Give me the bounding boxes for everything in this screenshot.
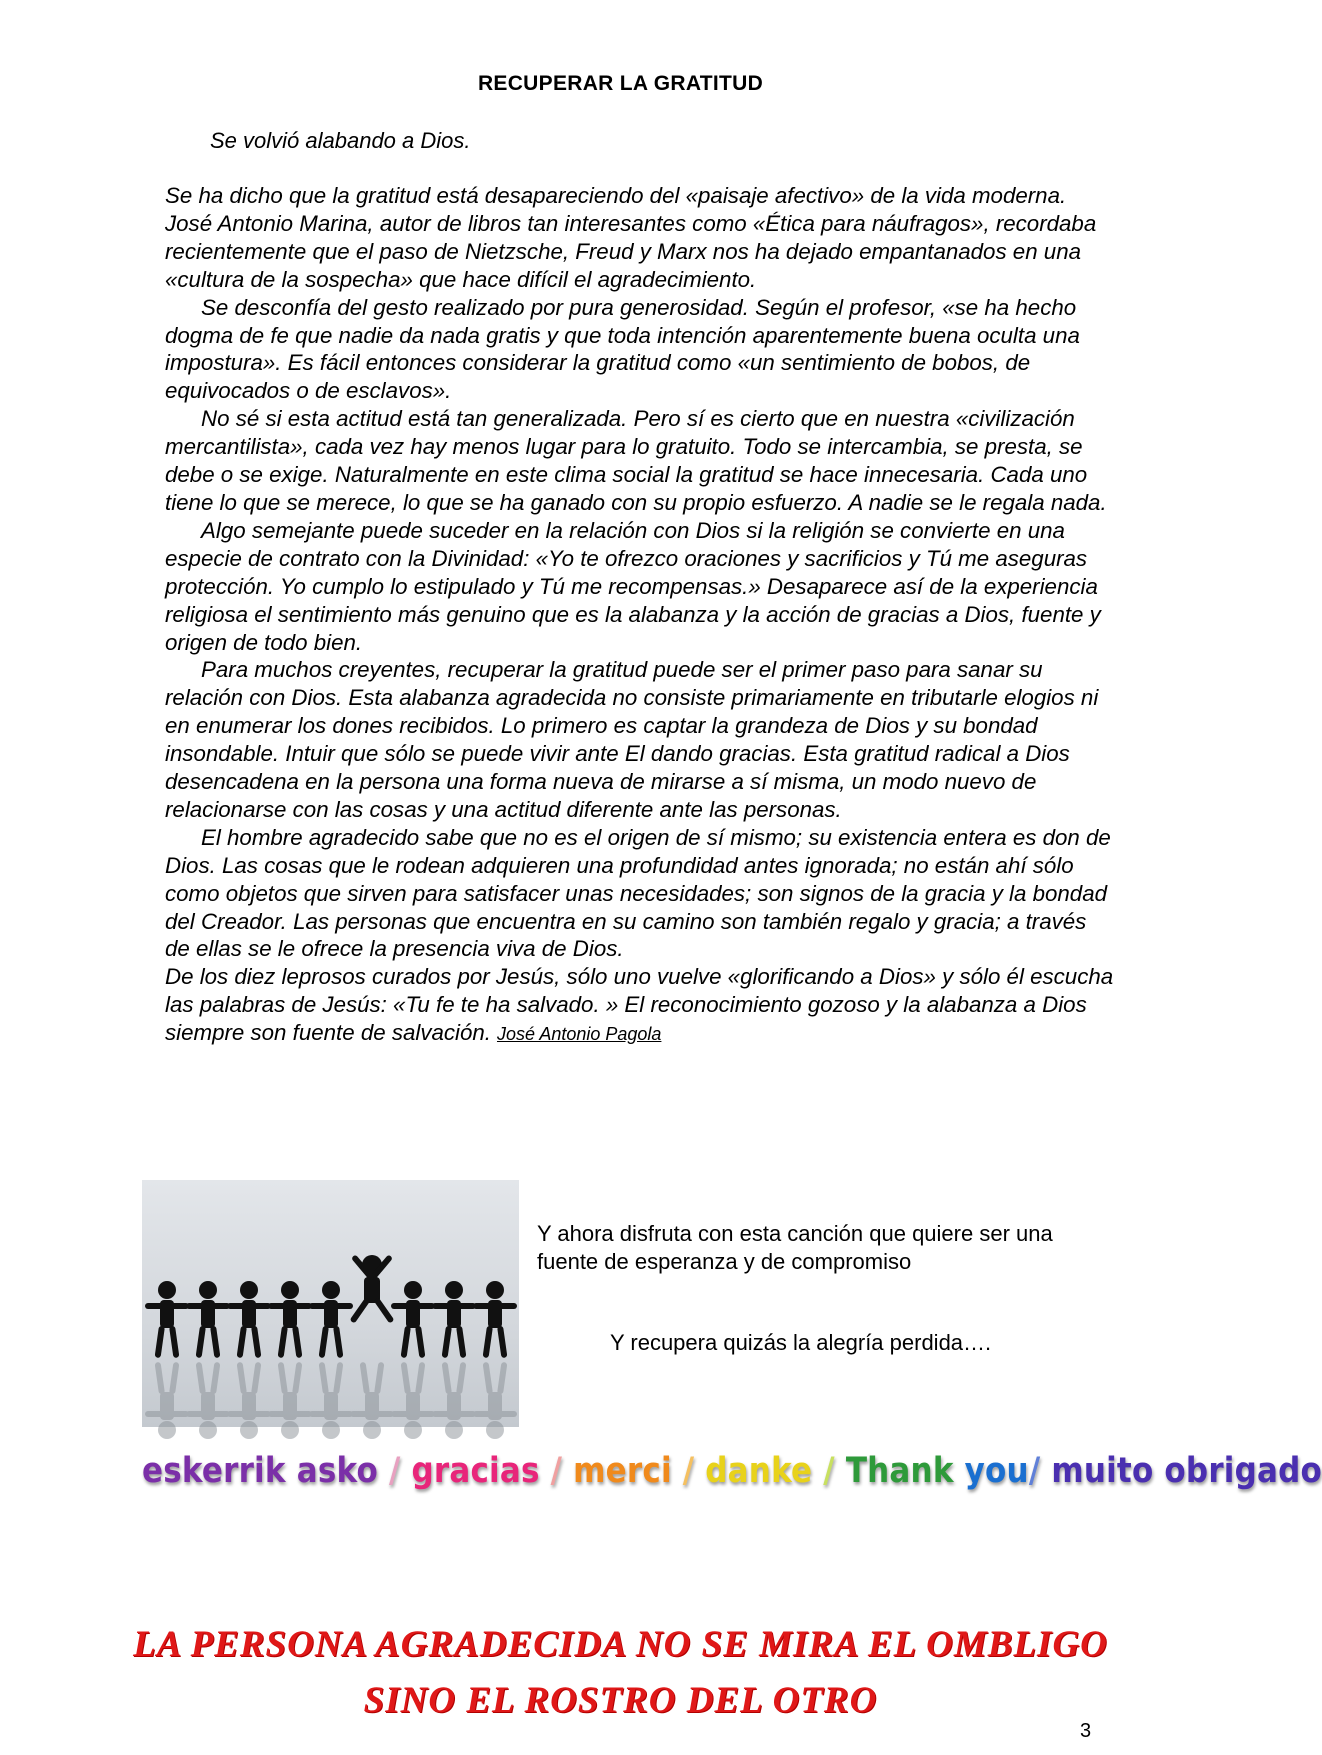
thanks-word: danke — [705, 1450, 813, 1492]
paragraph: Se ha dicho que la gratitud está desapareciendo del «paisaje afectivo» de la vida moderna. José Antonio Marina, autor de libros tan interesantes como «Ética para náufragos», recordaba recientemente que el paso de Nietzsche, Freud y Marx nos ha dejado empantanados en una «cultura de la sospecha» que hace difícil el agradecimiento. — [165, 183, 1097, 292]
subtitle: Se volvió alabando a Dios. — [210, 128, 471, 153]
paragraph: Para muchos creyentes, recuperar la gratitud puede ser el primer paso para sanar su relación con Dios. Esta alabanza agradecida no consiste primariamente en tributarle elogios ni en enumerar los dones recibidos. Lo primero es captar la grandeza de Dios y su bondad insondable. Intuir que sólo se puede vivir ante El dando gracias. Esta gratitud radical a Dios desencadena en la persona una forma nueva de mirarse a sí misma, un modo nuevo de relacionarse con las cosas y una actitud diferente ante las personas. — [165, 657, 1099, 822]
author-name: José Antonio Pagola — [496, 1024, 662, 1045]
thanks-word: / — [1028, 1450, 1052, 1492]
joyful-figures-image — [142, 1180, 519, 1427]
paragraph: Algo semejante puede suceder en la relación con Dios si la religión se convierte en una especie de contrato con la Divinidad: «Yo te ofrezco oraciones y sacrificios y Tú me aseguras protección. Yo cumplo lo estipulado y Tú me recompensas.» Desaparece así de la experiencia religiosa el sentimiento más genuino que es la alabanza y la acción de gracias a Dios, fuente y origen de todo bien. — [165, 517, 1101, 655]
paragraph: No sé si esta actitud está tan generalizada. Pero sí es cierto que en nuestra «civilización mercantilista», cada vez hay menos lugar para lo gratuito. Todo se intercambia, se presta, se debe o se exige. Naturalmente en este clima social la gratitud se hace innecesaria. Cada uno tiene lo que se merece, lo que se ha ganado con su propio esfuerzo. A nadie se le regala nada. — [165, 406, 1107, 515]
thanks-word: gracias — [411, 1450, 540, 1492]
motto-line-1: LA PERSONA AGRADECIDA NO SE MIRA EL OMBLIGO — [133, 1624, 1108, 1665]
thanks-word: Thank — [845, 1450, 965, 1492]
multilingual-thanks-banner — [142, 1450, 1322, 1492]
page-number: 3 — [1080, 1720, 1092, 1742]
page-title: RECUPERAR LA GRATITUD — [477, 72, 764, 95]
paragraph: El hombre agradecido sabe que no es el origen de sí mismo; su existencia entera es don de Dios. Las cosas que le rodean adquieren una profundidad antes ignorada; no están ahí sólo como objetos que sirven para satisfacer unas necesidades; son signos de la gracia y la bondad del Creador. Las personas que encuentra en su camino son también regalo y gracia; a través de ellas se le ofrece la presencia viva de Dios. — [165, 824, 1111, 962]
thanks-word: eskerrik asko — [142, 1450, 378, 1492]
song-invitation: Y ahora disfruta con esta canción que quiere ser una fuente de esperanza y de compromiso — [537, 1221, 1053, 1274]
thanks-word: / — [539, 1450, 574, 1492]
thanks-word: / — [812, 1450, 846, 1492]
thanks-word: you — [964, 1450, 1029, 1492]
recover-joy-text: Y recupera quizás la alegría perdida…. — [610, 1330, 992, 1355]
thanks-word: / — [377, 1450, 412, 1492]
paragraph-final-text: De los diez leprosos curados por Jesús, sólo uno vuelve «glorificando a Dios» y sólo él escucha las palabras de Jesús: «Tu fe te ha salvado. » El reconocimiento gozoso y la alabanza a Dios siempre son fuente de salvación. — [165, 964, 1114, 1046]
paper-chain-people-icon — [142, 1180, 519, 1427]
thanks-word: merci — [573, 1450, 672, 1492]
thanks-word: muito obrigado — [1051, 1450, 1322, 1492]
thanks-word: / — [671, 1450, 706, 1492]
article-body — [165, 182, 1115, 1049]
paragraph-final — [165, 963, 1115, 1049]
motto-line-2: SINO EL ROSTRO DEL OTRO — [363, 1680, 878, 1721]
paragraph: Se desconfía del gesto realizado por pura generosidad. Según el profesor, «se ha hecho dogma de fe que nadie da nada gratis y que toda intención aparentemente buena oculta una impostura». Es fácil entonces considerar la gratitud como «un sentimiento de bobos, de equivocados o de esclavos». — [165, 294, 1080, 404]
